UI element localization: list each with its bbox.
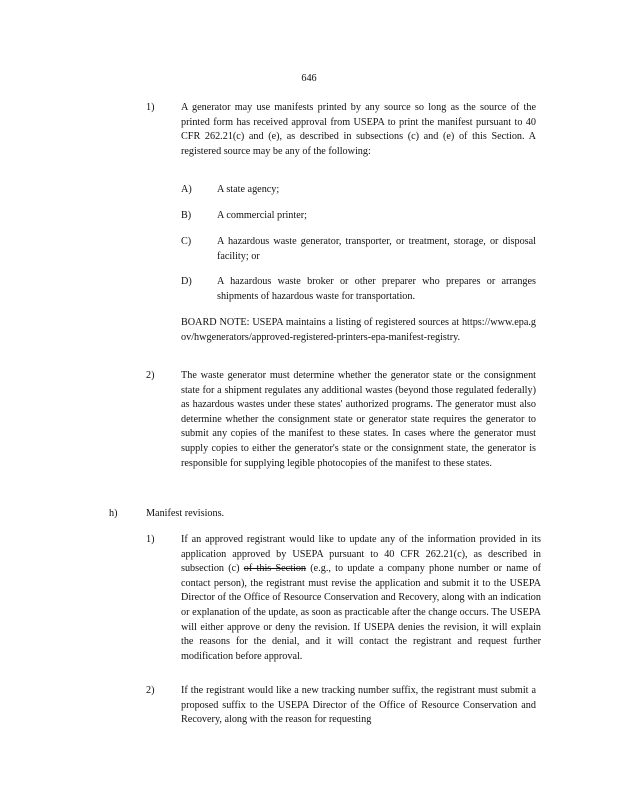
struck-text: of this Section <box>243 563 307 575</box>
item-2-text: The waste generator must determine whether the generator state or the consignment state for a shipment regulates any additional wastes (beyond those regulated federally) as hazardous wastes under these states' authorized programs. The generator must also determine whether the consignment state or generator state requires the generator to submit any copies of the manifest to these states. In cases where the generator must supply copies to either the generator's state or the consignment state, the generator is responsible for supplying legible photocopies of the manifest to these states. <box>181 370 536 469</box>
page-number: 646 <box>301 73 317 84</box>
subitem-b-text: A commercial printer; <box>217 210 307 221</box>
text-before-struck: If an approved registrant would like to update any of the information provided in its application approved by USEPA pursuant to 40 CFR 262.21(c), as described in subsection (c) <box>181 534 541 575</box>
section-h-item-1-marker: 1) <box>146 534 155 545</box>
section-h-heading: Manifest revisions. <box>146 508 225 519</box>
section-h-item-2-marker: 2) <box>146 685 155 696</box>
subitem-d-marker: D) <box>181 276 192 287</box>
subitem-c-marker: C) <box>181 236 192 247</box>
section-h-item-2-text: If the registrant would like a new tracking number suffix, the registrant must submit a proposed suffix to the USEPA Director of the Office of Resource Conservation and Recovery, along with the reason for requesting <box>181 685 536 726</box>
subitem-a-marker: A) <box>181 184 192 195</box>
subitem-c-text: A hazardous waste generator, transporter, or treatment, storage, or disposal facility; or <box>217 236 536 262</box>
section-h-item-1-text <box>181 533 541 664</box>
item-2-marker: 2) <box>146 370 155 381</box>
subitem-a-text: A state agency; <box>217 184 280 195</box>
subitem-d-text: A hazardous waste broker or other preparer who prepares or arranges shipments of hazardous waste for transportation. <box>217 276 536 302</box>
text-after-struck: (e.g., to update a company phone number or name of contact person), the registrant must revise the application and submit it to the USEPA Director of the Office of Resource Conservation and Recovery, along with an indication or explanation of the update, as soon as practicable after the change occurs. The USEPA will either approve or deny the revision. If USEPA denies the revision, it will explain the reasons for the denial, and it will contact the registrant and request further modification before approval. <box>181 563 541 662</box>
item-1-text: A generator may use manifests printed by any source so long as the source of the printed form has received approval from USEPA to print the manifest pursuant to 40 CFR 262.21(c) and (e), as described in subsections (c) and (e) of this Section. A registered source may be any of the following: <box>181 102 536 157</box>
item-1-marker: 1) <box>146 102 155 113</box>
subitem-b-marker: B) <box>181 210 192 221</box>
board-note: BOARD NOTE: USEPA maintains a listing of registered sources at https://www.epa.gov/hwgenerators/approved-registered-printers-epa-manifest-registry. <box>181 317 536 343</box>
section-h-marker: h) <box>109 508 118 519</box>
